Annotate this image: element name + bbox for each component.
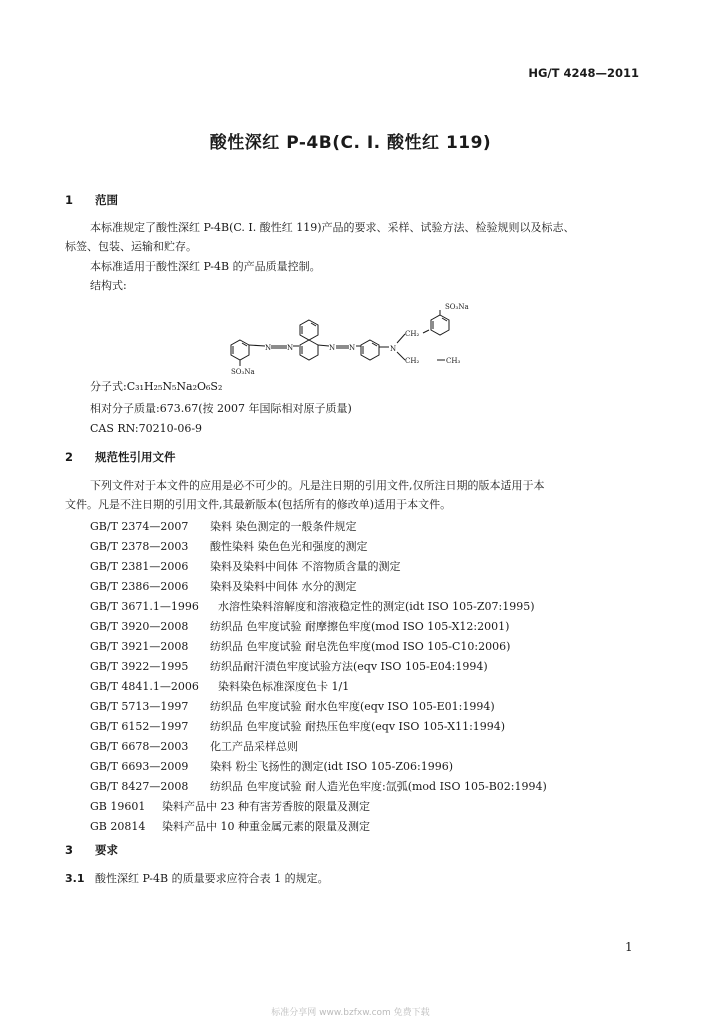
scope-para2: 本标准适用于酸性深红 P-4B 的产品质量控制。 (90, 260, 321, 273)
section-title: 范围 (95, 193, 118, 207)
reference-item (90, 678, 349, 694)
amine-n-label: N (390, 345, 397, 353)
refs-intro-line1: 下列文件对于本文件的应用是必不可少的。凡是注日期的引用文件,仅所注日期的版本适用于本 (90, 479, 545, 492)
molecular-weight: 相对分子质量:673.67(按 2007 年国际相对原子质量) (90, 402, 352, 415)
section-2-heading (65, 449, 176, 465)
clause-3-1 (65, 870, 329, 888)
reference-item (90, 658, 488, 674)
so3na-bottom-label: SO₃Na (231, 368, 255, 376)
section-title: 要求 (95, 843, 118, 857)
reference-code: GB 20814 (90, 820, 146, 833)
reference-code: GB/T 2381—2006 (90, 560, 189, 573)
reference-item (90, 638, 510, 654)
reference-code: GB/T 6152—1997 (90, 720, 189, 733)
reference-item (90, 518, 357, 534)
reference-title: 纺织品 色牢度试验 耐摩擦色牢度(mod ISO 105-X12:2001) (210, 620, 510, 633)
reference-title: 纺织品 色牢度试验 耐皂洗色牢度(mod ISO 105-C10:2006) (210, 640, 511, 653)
ch2-label: CH₂ (405, 330, 420, 338)
reference-code: GB/T 2378—2003 (90, 540, 189, 553)
reference-item (90, 578, 357, 594)
reference-title: 染料及染料中间体 不溶物质含量的测定 (210, 560, 401, 573)
azo-n-label: N (265, 344, 272, 352)
structural-formula-diagram (215, 300, 515, 382)
reference-title: 酸性染料 染色色光和强度的测定 (210, 540, 368, 553)
reference-title: 染料产品中 23 种有害芳香胺的限量及测定 (162, 800, 370, 813)
reference-item (90, 598, 535, 614)
reference-title: 水溶性染料溶解度和溶液稳定性的测定(idt ISO 105-Z07:1995) (218, 600, 535, 613)
section-number: 2 (65, 450, 74, 464)
ch3-label: CH₃ (446, 357, 461, 365)
azo-n-label: N (349, 344, 356, 352)
reference-code: GB/T 2374—2007 (90, 520, 189, 533)
reference-title: 纺织品 色牢度试验 耐人造光色牢度:氙弧(mod ISO 105-B02:1994) (210, 780, 547, 793)
reference-title: 染料产品中 10 种重金属元素的限量及测定 (162, 820, 370, 833)
clause-number: 3.1 (65, 872, 85, 885)
page-number: 1 (625, 940, 633, 954)
reference-item (90, 538, 368, 554)
reference-item (90, 558, 401, 574)
document-title: 酸性深红 P-4B(C. I. 酸性红 119) (209, 133, 492, 153)
reference-code: GB/T 6693—2009 (90, 760, 189, 773)
structure-label: 结构式: (90, 279, 127, 292)
cas-number: CAS RN:70210-06-9 (90, 422, 203, 435)
molecular-formula: 分子式:C₃₁H₂₅N₅Na₂O₆S₂ (90, 380, 223, 393)
reference-item (90, 738, 298, 754)
reference-item (90, 718, 505, 734)
reference-code: GB/T 6678—2003 (90, 740, 189, 753)
so3na-top-label: SO₃Na (445, 303, 469, 311)
reference-code: GB/T 8427—2008 (90, 780, 189, 793)
reference-title: 纺织品 色牢度试验 耐水色牢度(eqv ISO 105-E01:1994) (210, 700, 495, 713)
reference-title: 染料 粉尘飞扬性的测定(idt ISO 105-Z06:1996) (210, 760, 454, 773)
reference-code: GB/T 3920—2008 (90, 620, 189, 633)
reference-item (90, 818, 370, 834)
reference-item (90, 798, 370, 814)
reference-title: 染料及染料中间体 水分的测定 (210, 580, 357, 593)
azo-n-label: N (287, 344, 294, 352)
section-number: 1 (65, 193, 74, 207)
section-3-heading (65, 842, 118, 858)
ch2-label: CH₂ (405, 357, 420, 365)
reference-code: GB/T 3921—2008 (90, 640, 189, 653)
footer-watermark: 标准分享网 www.bzfxw.com 免费下载 (271, 1008, 430, 1018)
scope-para1-line1: 本标准规定了酸性深红 P-4B(C. I. 酸性红 119)产品的要求、采样、试验方法、检验规则以及标志、 (90, 221, 575, 234)
section-number: 3 (65, 843, 74, 857)
reference-title: 纺织品耐汗渍色牢度试验方法(eqv ISO 105-E04:1994) (210, 660, 488, 673)
reference-code: GB/T 3922—1995 (90, 660, 189, 673)
reference-title: 化工产品采样总则 (210, 740, 298, 753)
reference-code: GB/T 3671.1—1996 (90, 600, 199, 613)
standard-number: HG/T 4248—2011 (528, 66, 639, 80)
refs-intro-line2: 文件。凡是不注日期的引用文件,其最新版本(包括所有的修改单)适用于本文件。 (65, 498, 452, 511)
section-1-heading (65, 192, 118, 208)
reference-item (90, 698, 495, 714)
reference-code: GB 19601 (90, 800, 146, 813)
reference-code: GB/T 2386—2006 (90, 580, 189, 593)
reference-item (90, 758, 453, 774)
scope-para1-line2: 标签、包装、运输和贮存。 (65, 240, 197, 253)
reference-title: 染料 染色测定的一般条件规定 (210, 520, 357, 533)
clause-text: 酸性深红 P-4B 的质量要求应符合表 1 的规定。 (95, 872, 329, 885)
reference-item (90, 618, 509, 634)
reference-code: GB/T 4841.1—2006 (90, 680, 199, 693)
section-title: 规范性引用文件 (95, 450, 176, 464)
reference-code: GB/T 5713—1997 (90, 700, 189, 713)
reference-title: 纺织品 色牢度试验 耐热压色牢度(eqv ISO 105-X11:1994) (210, 720, 506, 733)
azo-n-label: N (329, 344, 336, 352)
reference-item (90, 778, 547, 794)
reference-title: 染料染色标准深度色卡 1/1 (218, 680, 350, 693)
